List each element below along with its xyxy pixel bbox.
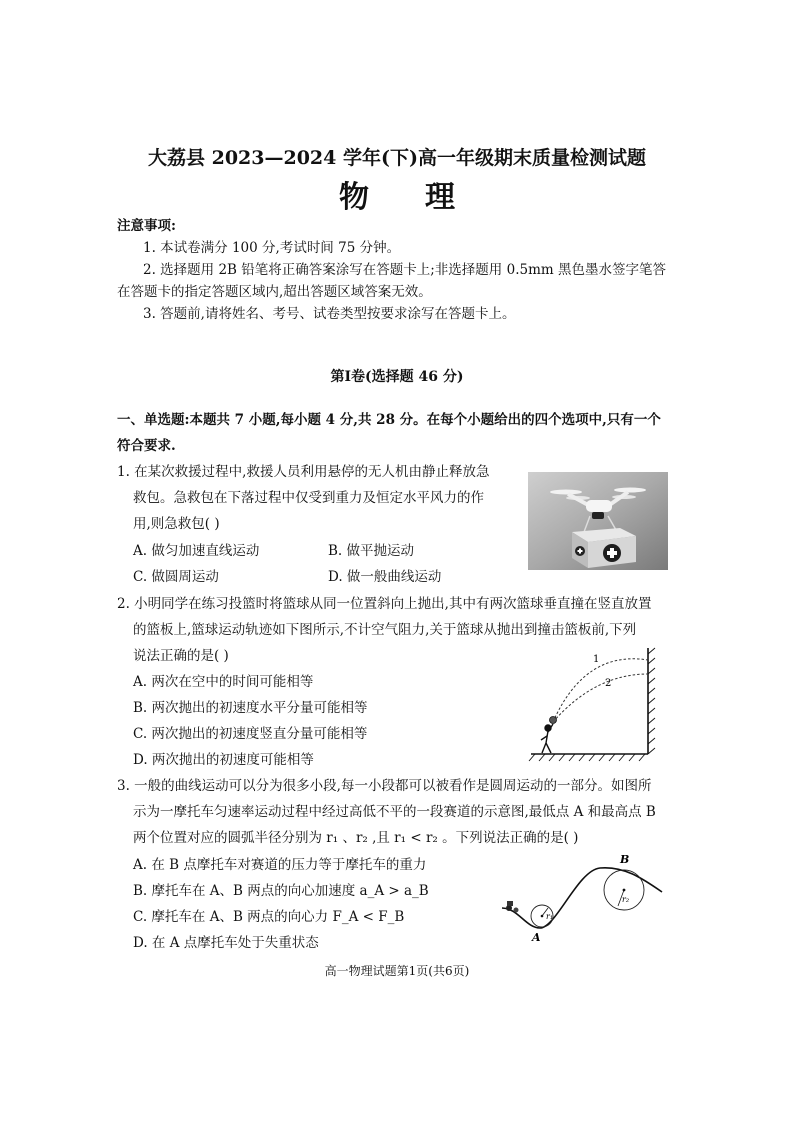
q3-line-3: 两个位置对应的圆弧半径分别为 r₁ 、r₂ ,且 r₁ < r₂ 。下列说法正确的是( ) xyxy=(133,830,579,846)
subject-char-2: 理 xyxy=(425,180,455,215)
subject-char-1: 物 xyxy=(339,180,369,215)
q2-line-1: 2. 小明同学在练习投篮时将篮球从同一位置斜向上抛出,其中有两次篮球垂直撞在竖直放置 xyxy=(117,596,652,612)
q1-line-3: 用,则急救包( ) xyxy=(133,516,220,532)
point-label-a: A xyxy=(532,931,541,944)
radius-label-r1: r₁ xyxy=(546,912,554,921)
q1-line-1: 1. 在某次救援过程中,救援人员利用悬停的无人机由静止释放急 xyxy=(117,464,490,480)
trajectory-label-2: 2 xyxy=(605,678,612,689)
note-3: 3. 答题前,请将姓名、考号、试卷类型按要求涂写在答题卡上。 xyxy=(143,306,516,322)
q1-option-d: D. 做一般曲线运动 xyxy=(328,569,442,585)
q3-option-c: C. 摩托车在 A、B 两点的向心力 F_A < F_B xyxy=(133,909,405,925)
trajectory-label-1: 1 xyxy=(593,654,600,665)
q3-option-d: D. 在 A 点摩托车处于失重状态 xyxy=(133,935,319,951)
q3-option-b: B. 摩托车在 A、B 两点的向心加速度 a_A > a_B xyxy=(133,883,429,899)
q1-line-2: 救包。急救包在下落过程中仅受到重力及恒定水平风力的作 xyxy=(133,490,484,506)
radius-label-r2: r₂ xyxy=(622,895,630,904)
q3-option-a: A. 在 B 点摩托车对赛道的压力等于摩托车的重力 xyxy=(133,857,427,873)
q2-option-c: C. 两次抛出的初速度竖直分量可能相等 xyxy=(133,726,368,742)
notes-heading: 注意事项: xyxy=(117,218,176,234)
note-1: 1. 本试卷满分 100 分,考试时间 75 分钟。 xyxy=(143,240,401,256)
q1-option-c: C. 做圆周运动 xyxy=(133,569,219,585)
part-heading-cont: 符合要求. xyxy=(117,438,176,454)
note-2-cont: 在答题卡的指定答题区域内,超出答题区域答案无效。 xyxy=(117,284,432,300)
q2-option-a: A. 两次在空中的时间可能相等 xyxy=(133,674,314,690)
subject-title xyxy=(0,172,794,216)
section-title: 第Ⅰ卷(选择题 46 分) xyxy=(330,369,464,385)
q3-line-2: 示为一摩托车匀速率运动过程中经过高低不平的一段赛道的示意图,最低点 A 和最高点 B xyxy=(133,804,656,820)
player-figure xyxy=(541,717,557,754)
page-footer: 高一物理试题第1页(共6页) xyxy=(324,964,470,978)
q2-line-3: 说法正确的是( ) xyxy=(133,648,229,664)
note-2: 2. 选择题用 2B 铅笔将正确答案涂写在答题卡上;非选择题用 0.5mm 黑色墨水签字笔答 xyxy=(143,262,666,278)
basketball-figure xyxy=(525,640,660,765)
drone-photo xyxy=(528,472,668,570)
q2-option-d: D. 两次抛出的初速度可能相等 xyxy=(133,752,314,768)
q1-option-a: A. 做匀加速直线运动 xyxy=(133,543,260,559)
q2-option-b: B. 两次抛出的初速度水平分量可能相等 xyxy=(133,700,368,716)
part-heading: 一、单选题:本题共 7 小题,每小题 4 分,共 28 分。在每个小题给出的四个选项中,只有一个 xyxy=(117,412,661,428)
q3-line-1: 3. 一般的曲线运动可以分为很多小段,每一小段都可以被看作是圆周运动的一部分。如图所 xyxy=(117,778,652,794)
q2-line-2: 的篮板上,篮球运动轨迹如下图所示,不计空气阻力,关于篮球从抛出到撞击篮板前,下列 xyxy=(133,622,637,638)
point-label-b: B xyxy=(620,853,630,866)
q1-option-b: B. 做平抛运动 xyxy=(328,543,415,559)
exam-title: 大荔县 2023—2024 学年(下)高一年级期末质量检测试题 xyxy=(148,147,646,169)
track-figure xyxy=(496,848,668,944)
